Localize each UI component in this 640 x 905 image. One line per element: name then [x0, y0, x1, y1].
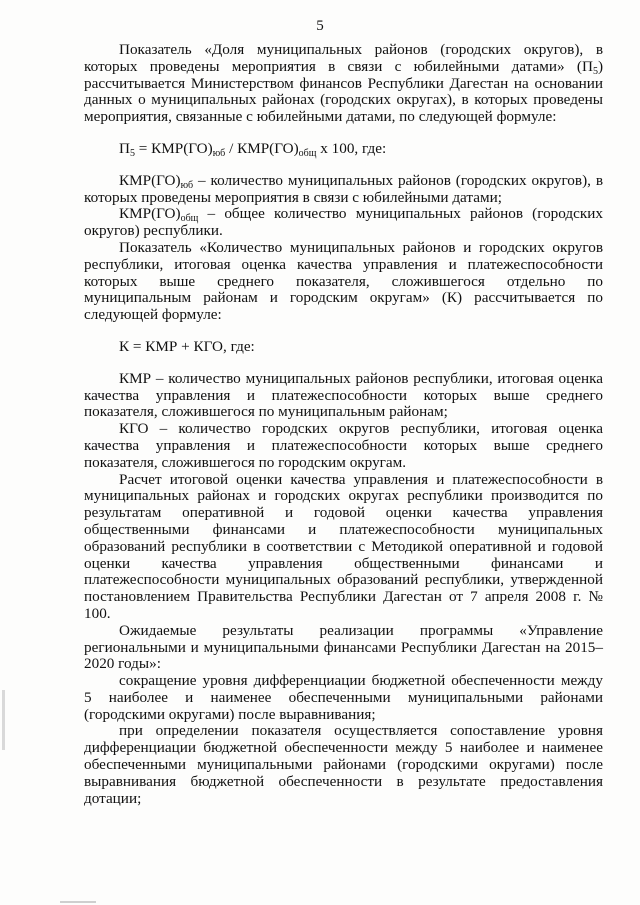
formula-text: П — [119, 139, 130, 157]
paragraph-calculation: Расчет итоговой оценки качества управления и платежеспособности в муниципальных районах и городских округах республики производится по результатам оперативной и годовой оценки качества управления общественными финансами и платежеспособности муниципальных образований республики в соответствии с Методикой оперативной и годовой оценки качества управления общественными финансами и платежеспособности муниципальных образований республики, утвержденной постановлением Правительства Республики Дагестан от 7 апреля 2008 г. № 100. — [84, 470, 603, 622]
subscript: общ — [298, 147, 317, 159]
scan-bottom-mark — [60, 901, 96, 903]
definition-kmr-go-ub — [84, 173, 603, 207]
definition-term: КМР(ГО) — [119, 171, 181, 189]
spacer — [84, 356, 603, 371]
subscript: юб — [180, 179, 194, 191]
subscript: 5 — [592, 65, 598, 77]
definition-text: – общее количество муниципальных районов (городских округов) республики. — [84, 205, 603, 240]
definition-term: КМР(ГО) — [119, 205, 181, 223]
paragraph-expected-results: Ожидаемые результаты реализации программы «Управление региональными и муниципальными финансами Республики Дагестан на 2015–2020 годы»: — [84, 621, 603, 673]
paragraph-text: Показатель «Доля муниципальных районов (городских округов), в которых проведены мероприятия в связи с юбилейными датами» (П — [84, 41, 603, 75]
spacer — [84, 324, 603, 339]
formula-text: = КМР(ГО) — [134, 139, 213, 157]
page-number: 5 — [316, 18, 324, 34]
definition-kgo: КГО – количество городских округов республики, итоговая оценка качества управления и платежеспособности которых выше среднего показателя, сложившегося по городским округам. — [84, 420, 603, 471]
definition-kmr-go-obsh — [84, 206, 603, 240]
paragraph-reduction: сокращение уровня дифференциации бюджетной обеспеченности между 5 наиболее и наименее обеспеченными муниципальными районами (городскими округами) после выравнивания; — [84, 672, 603, 723]
spacer — [84, 158, 603, 173]
formula-k: К = КМР + КГО, где: — [119, 337, 255, 355]
definition-kmr: КМР – количество муниципальных районов республики, итоговая оценка качества управления и платежеспособности которых выше среднего показателя, сложившегося по муниципальным районам; — [84, 369, 603, 421]
subscript: 5 — [129, 147, 135, 159]
paragraph-indicator-k: Показатель «Количество муниципальных районов и городских округов республики, итоговая оценка качества управления и платежеспособности которых выше среднего показателя, сложившегося отдельно по муниципальным районам и городским округам» (К) рассчитывается по следующей формуле: — [84, 238, 603, 324]
definition-text: – количество муниципальных районов (городских округов), в которых проведены мероприятия в связи с юбилейными датами; — [84, 171, 603, 206]
paragraph-indicator-p5 — [84, 42, 603, 126]
spacer — [84, 126, 603, 141]
paragraph-comparison: при определении показателя осуществляется сопоставление уровня дифференциации бюджетной обеспеченности между 5 наиболее и наименее обеспеченными муниципальными районами (городскими округами) после выравнивания бюджетной обеспеченности в результате предоставления дотации; — [84, 722, 603, 807]
paragraph-text: ) рассчитывается Министерством финансов Республики Дагестан на основании данных о муниципальных районах (городских округах), в которых проведены мероприятия, связанные с юбилейными датами, по следующей формуле: — [84, 57, 603, 126]
formula-p5 — [84, 141, 603, 158]
subscript: юб — [212, 147, 226, 159]
subscript: общ — [180, 213, 199, 225]
scan-edge-mark — [2, 690, 5, 750]
formula-text: / КМР(ГО) — [225, 139, 299, 157]
document-body — [84, 42, 603, 807]
formula-text: х 100, где: — [316, 139, 387, 157]
